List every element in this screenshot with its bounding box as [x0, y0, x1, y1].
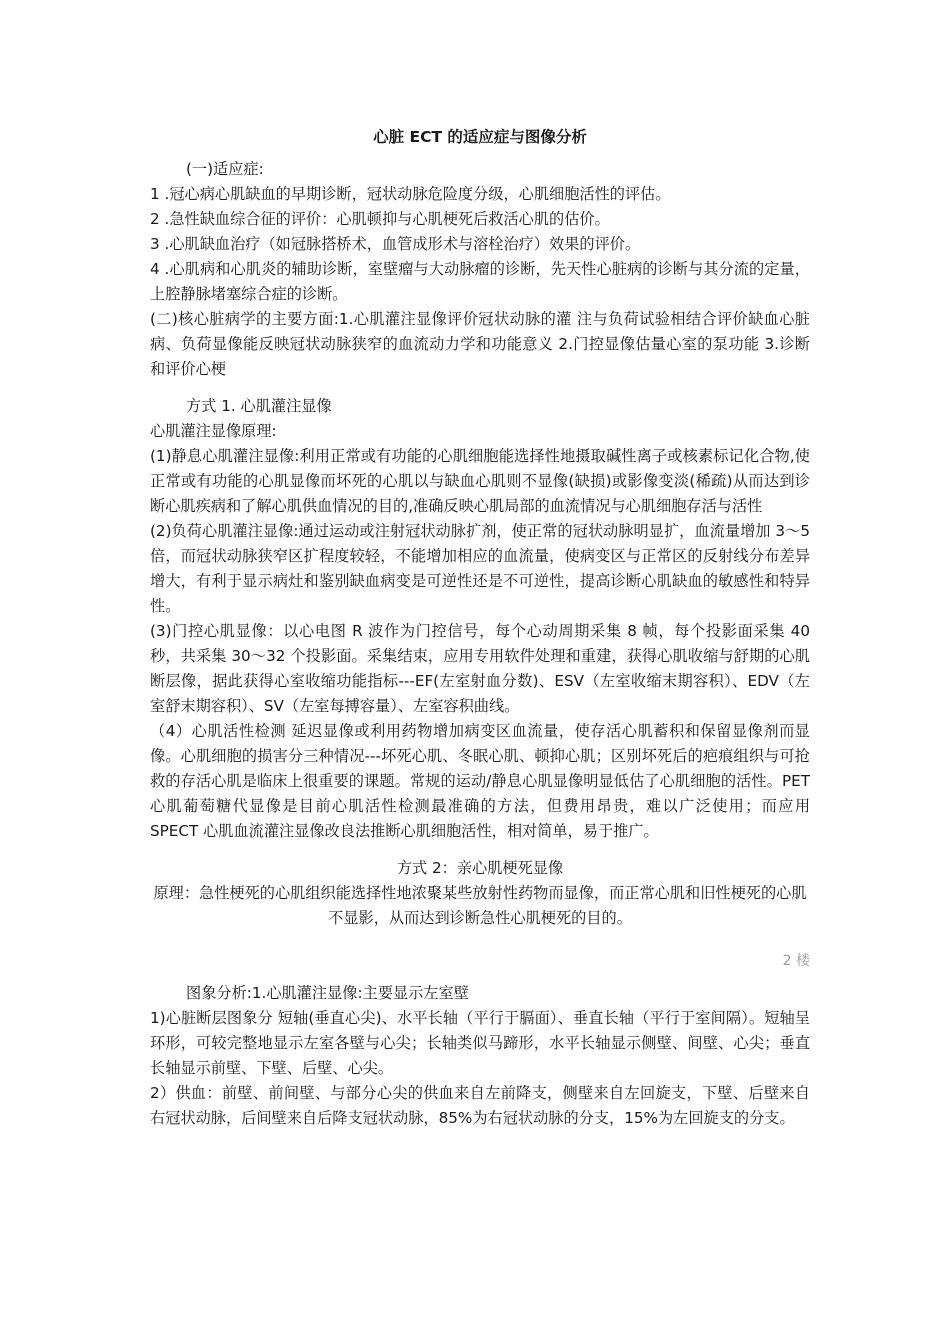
method1-heading: 方式 1. 心肌灌注显像: [186, 397, 332, 415]
method1-item-viability: （4）心肌活性检测 延迟显像或利用药物增加病变区血流量，使存活心肌蓄积和保留显像剂而显像。心肌细胞的损害分三种情况---坏死心肌、冬眠心肌、顿抑心肌；区别坏死后的疤痕组织与可抢救的存活心肌是临床上很重要的课题。常规的运动/静息心肌显像明显低估了心肌细胞的活性。PET 心肌葡萄糖代显像是目前心肌活性检测最准确的方法，但费用昂贵，难以广泛使用；而应用 SPECT 心肌血流灌注显像改良法推断心肌细胞活性，相对简单，易于推广。: [150, 722, 810, 840]
nuclear-cardiology-paragraph: (二)核心脏病学的主要方面:1.心肌灌注显像评价冠状动脉的灌 注与负荷试验相结合评价缺血心脏病、负荷显像能反映冠状动脉狭窄的血流动力学和功能意义 2.门控显像估量心室的泵功能 3.诊断和评价心梗: [150, 310, 810, 378]
method1-principle-label: 心肌灌注显像原理:: [150, 422, 277, 440]
indication-item-1: 1 .冠心病心肌缺血的早期诊断，冠状动脉危险度分级，心肌细胞活性的评估。: [150, 185, 671, 203]
method1-item-rest: (1)静息心肌灌注显像:利用正常或有功能的心肌细胞能选择性地摄取碱性离子或核素标记化合物,使正常或有功能的心肌显像而坏死的心肌以与缺血心肌则不显像(缺损)或影像变淡(稀疏)从而达到诊断心肌疾病和了解心肌供血情况的目的,准确反映心肌局部的血流情况与心肌细胞存活与活性: [150, 447, 810, 515]
analysis-item-blood-supply: 2）供血：前壁、前间壁、与部分心尖的供血来自左前降支，侧壁来自左回旋支，下壁、后壁来自右冠状动脉，后间壁来自后降支冠状动脉，85%为右冠状动脉的分支，15%为左回旋支的分支。: [150, 1084, 810, 1127]
method2-principle: 原理：急性梗死的心肌组织能选择性地浓聚某些放射性药物而显像，而正常心肌和旧性梗死的心肌不显影，从而达到诊断急性心肌梗死的目的。: [153, 884, 807, 927]
indications-heading: (一)适应症:: [186, 160, 264, 178]
method1-item-gated: (3)门控心肌显像：以心电图 R 波作为门控信号，每个心动周期采集 8 帧，每个投影面采集 40 秒，共采集 30～32 个投影面。采集结束，应用专用软件处理和重建，获得心肌收缩与舒期的心肌断层像，据此获得心室收缩功能指标---EF(左室射血分数)、ESV（左室收缩末期容积）、EDV（左室舒末期容积）、SV（左室每搏容量）、左室容积曲线。: [150, 622, 810, 715]
document-title: 心脏 ECT 的适应症与图像分析: [373, 128, 587, 146]
indication-item-2: 2 .急性缺血综合征的评价：心肌顿抑与心肌梗死后救活心肌的估价。: [150, 210, 610, 228]
indication-item-3: 3 .心肌缺血治疗（如冠脉搭桥术，血管成形术与溶栓治疗）效果的评价。: [150, 235, 641, 253]
analysis-heading: 图象分析:1.心肌灌注显像:主要显示左室壁: [186, 984, 469, 1002]
method1-item-stress: (2)负荷心肌灌注显像:通过运动或注射冠状动脉扩剂，使正常的冠状动脉明显扩，血流量增加 3～5 倍，而冠状动脉狭窄区扩程度较轻，不能增加相应的血流量，使病变区与正常区的反射线分布差异增大，有利于显示病灶和鉴别缺血病变是可逆性还是不可逆性，提高诊断心肌缺血的敏感性和特异性。: [150, 522, 810, 615]
analysis-item-slices: 1)心脏断层图象分 短轴(垂直心尖)、水平长轴（平行于膈面）、垂直长轴（平行于室间隔）。短轴呈环形，可较完整地显示左室各壁与心尖；长轴类似马蹄形，水平长轴显示侧壁、间壁、心尖；垂直长轴显示前壁、下壁、后壁、心尖。: [150, 1009, 810, 1077]
indication-item-4: 4 .心肌病和心肌炎的辅助诊断，室壁瘤与大动脉瘤的诊断，先天性心脏病的诊断与其分流的定量，上腔静脉堵塞综合症的诊断。: [150, 260, 810, 303]
document-page: [150, 124, 810, 1131]
method2-heading: 方式 2：亲心肌梗死显像: [396, 859, 564, 877]
floor-label: 2 楼: [782, 953, 810, 969]
